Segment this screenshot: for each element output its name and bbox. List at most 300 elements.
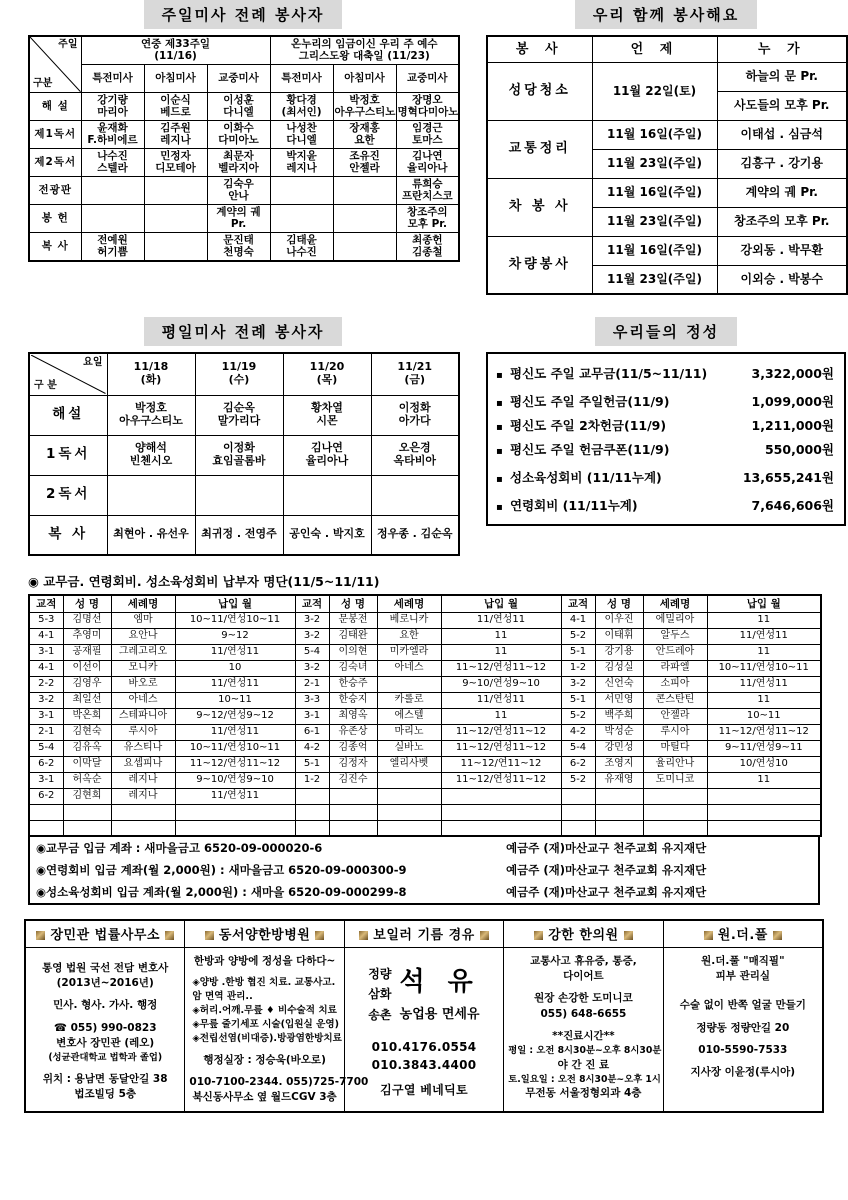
payers-cell [295, 820, 329, 836]
payers-cell: 5-1 [561, 692, 595, 708]
advertisement-title [185, 921, 343, 948]
payers-column-header: 교적 [29, 595, 63, 612]
spacer [30, 991, 180, 998]
server-name: 박지윤 [286, 149, 317, 162]
weekday-day-header [371, 353, 459, 395]
table-row [29, 628, 821, 644]
payers-cell: 마틸다 [643, 740, 707, 756]
advertisement-line: 다이어트 [563, 970, 604, 983]
server-name: 최현아 . 유선우 [113, 527, 189, 541]
donations-banner: 우리들의 정성 [595, 317, 737, 346]
weekday-dow: (화) [140, 373, 162, 387]
decorative-square-icon [205, 931, 214, 940]
server-name: 이화수 [223, 121, 254, 134]
payers-cell [643, 788, 707, 804]
advertisement-title-text: 장민관 법률사무소 [50, 928, 160, 943]
payers-cell: 백주희 [595, 708, 643, 724]
donation-label: 연령회비 (11/11누계) [510, 498, 638, 513]
advertisement-card [26, 921, 185, 1111]
advertisement-line: 원.더.풀 "매직필" [701, 955, 785, 967]
weekday-cell [371, 435, 459, 475]
payers-cell: 9~12 [175, 628, 295, 644]
square-bullet-icon: ▪ [496, 502, 503, 513]
payers-cell: 11 [707, 644, 821, 660]
sunday-mass-cell [207, 232, 270, 260]
payers-cell: 4-1 [29, 628, 63, 644]
donation-amount: 1,211,000원 [751, 418, 834, 433]
server-baptismal-name: 모후 Pr. [407, 218, 447, 231]
payers-cell: 9~12/연성9~12 [175, 708, 295, 724]
payers-cell [441, 804, 561, 820]
account-owner: 예금주 (재)마산교구 천주교회 유지재단 [506, 841, 707, 855]
account-detail: ◉연령회비 입금 계좌(월 2,000원) : 새마을금고 6520-09-000300-9 [36, 863, 407, 877]
payers-cell: 에밀리아 [643, 612, 707, 628]
sunday-row-label: 복 사 [29, 232, 81, 260]
advertisement-line: 북신동사무소 옆 월드CGV 3층 [192, 1091, 337, 1104]
sunday-row-label: 제2독서 [29, 148, 81, 176]
service-row [487, 120, 847, 149]
account-info-list [28, 837, 820, 905]
decorative-square-icon [773, 931, 782, 940]
account-owner: 예금주 (재)마산교구 천주교회 유지재단 [506, 885, 707, 899]
weekday-day-header [195, 353, 283, 395]
payers-cell: 11~12/연성11~12 [175, 756, 295, 772]
payers-cell: 실바노 [377, 740, 441, 756]
sunday-mass-banner-wrap [28, 0, 458, 29]
sunday-mass-cell [144, 148, 207, 176]
payers-cell: 9~10/연성9~10 [175, 772, 295, 788]
payers-cell: 모니카 [111, 660, 175, 676]
payers-cell: 김유옥 [63, 740, 111, 756]
spacer [668, 1058, 818, 1065]
weekday-day-header [107, 353, 195, 395]
weekday-mass-banner: 평일미사 전례 봉사자 [144, 317, 343, 346]
spacer [508, 1022, 658, 1029]
advertisement-line: ☎ 055) 990-0823 [53, 1021, 157, 1034]
advertisement-body [26, 948, 184, 1111]
sunday-mass-cell [333, 148, 396, 176]
payers-cell: 11 [441, 708, 561, 724]
payers-cell: 11/연성11 [441, 612, 561, 628]
payers-cell [441, 820, 561, 836]
advertisement-line: 통영 법원 국선 전담 변호사 [42, 962, 169, 974]
advertisement-line: 위치 : 용남면 동달안길 38 [42, 1072, 168, 1085]
sunday-mass-cell [207, 92, 270, 120]
sunday-mass-cell [270, 204, 333, 232]
sunday-mass-cell [81, 204, 144, 232]
server-baptismal-name: 아우구스티노 [119, 414, 183, 427]
sunday-mass-type-header: 특전미사 [270, 64, 333, 92]
server-name: 김순옥 [223, 401, 255, 415]
payers-cell: 소피아 [643, 676, 707, 692]
payers-cell: 5-2 [561, 708, 595, 724]
server-baptismal-name: 스텔라 [97, 162, 128, 175]
payers-cell: 베로니카 [377, 612, 441, 628]
payers-cell: 10~11/연성10~11 [707, 660, 821, 676]
payers-cell: 한승주 [329, 676, 377, 692]
weekday-dow: (금) [404, 373, 426, 387]
week-date: (11/16) [154, 50, 197, 63]
payers-cell: 10/연성10 [707, 756, 821, 772]
payers-cell [29, 820, 63, 836]
service-who-cell: 계약의 궤 Pr. [717, 178, 847, 207]
weekday-row-label: 2독서 [29, 475, 107, 515]
payers-column-header: 성 명 [63, 595, 111, 612]
corner-top-label: 요일 [83, 357, 103, 368]
advertisement-line: ◈허리.어깨.무릎 ♦ 비수술적 치료 [192, 1005, 337, 1017]
sunday-mass-cell [207, 148, 270, 176]
payers-cell: 율리안나 [643, 756, 707, 772]
server-name: 창조주의 [407, 205, 448, 218]
payers-cell: 11~12/연성11~12 [707, 724, 821, 740]
server-baptismal-name: 토마스 [412, 134, 443, 147]
advertisement-line: 토.일요일 : 오전 8시30분~오후 1시 [508, 1073, 661, 1085]
server-name: 김태윤 [286, 233, 317, 246]
square-bullet-icon: ▪ [496, 370, 503, 381]
payers-cell [29, 804, 63, 820]
server-name: 오은경 [398, 441, 431, 455]
advertisement-line: (성균관대학교 법학과 졸업) [48, 1052, 163, 1064]
payers-column-header: 교적 [295, 595, 329, 612]
payers-cell [561, 788, 595, 804]
payers-cell: 카롤로 [377, 692, 441, 708]
spacer [349, 1074, 499, 1082]
sunday-mass-cell [207, 120, 270, 148]
square-bullet-icon: ▪ [496, 422, 503, 433]
advertisement-line: 수술 없이 반쪽 얼굴 만들기 [679, 999, 806, 1012]
together-service-banner-wrap [486, 0, 846, 29]
service-header-row [487, 36, 847, 62]
payers-cell: 2-1 [29, 724, 63, 740]
spacer [189, 1068, 339, 1075]
weekday-row [29, 435, 459, 475]
payers-cell: 6-1 [295, 724, 329, 740]
weekday-cell [107, 395, 195, 435]
spacer [30, 954, 180, 961]
weekday-dow: (목) [316, 373, 338, 387]
sunday-mass-block [28, 0, 458, 262]
donation-amount: 13,655,241원 [742, 470, 834, 485]
service-who-cell: 하늘의 문 Pr. [717, 62, 847, 91]
advertisement-title [26, 921, 184, 948]
account-line [30, 859, 818, 881]
advertisement-line: 교통사고 휴유증, 통증, [530, 955, 637, 967]
payers-cell: 11/연성11 [175, 676, 295, 692]
server-name: 나수진 [97, 149, 128, 162]
service-who-cell: 사도들의 모후 Pr. [717, 91, 847, 120]
service-when-cell: 11월 23일(주일) [592, 207, 717, 236]
advertisement-body [504, 948, 662, 1111]
server-baptismal-name: 레지나 [286, 162, 317, 175]
server-baptismal-name: 효임골롬바 [212, 454, 266, 467]
weekday-date: 11/21 [397, 360, 433, 374]
payers-cell: 그레고리오 [111, 644, 175, 660]
sunday-mass-type-header: 아침미사 [144, 64, 207, 92]
weekday-row-label: 해설 [29, 395, 107, 435]
advertisement-line: 행정실장 : 정승욱(바오로) [203, 1053, 326, 1066]
payers-cell: 4-1 [29, 660, 63, 676]
payers-cell: 아네스 [377, 660, 441, 676]
spacer [349, 1025, 499, 1039]
advertisement-card [345, 921, 504, 1111]
advertisement-title [345, 921, 503, 948]
sunday-mass-cell [270, 148, 333, 176]
weekday-mass-table [28, 352, 460, 556]
decorative-square-icon [315, 931, 324, 940]
payers-cell: 3-2 [295, 628, 329, 644]
service-column-header: 언 제 [592, 36, 717, 62]
decorative-square-icon [624, 931, 633, 940]
payers-cell: 콘스탄틴 [643, 692, 707, 708]
payers-cell: 5-1 [295, 756, 329, 772]
weekday-header-row [29, 353, 459, 395]
payers-cell: 안드레아 [643, 644, 707, 660]
decorative-square-icon [480, 931, 489, 940]
server-baptismal-name: 율리아나 [305, 454, 349, 467]
server-name: 이순식 [160, 93, 191, 106]
server-name: 임경근 [412, 121, 443, 134]
payers-header-row [29, 595, 821, 612]
payers-cell: 11 [707, 772, 821, 788]
payers-cell: 11 [707, 692, 821, 708]
payers-cell [707, 788, 821, 804]
table-corner-header [29, 353, 107, 395]
service-when-cell: 11월 16일(주일) [592, 236, 717, 265]
spacer [508, 984, 658, 991]
payers-cell: 김태완 [329, 628, 377, 644]
payers-cell: 6-2 [29, 756, 63, 772]
payers-cell [595, 820, 643, 836]
table-row [29, 772, 821, 788]
donation-row [496, 361, 838, 385]
server-name: 최귀정 . 전영주 [201, 527, 277, 541]
donation-row [496, 437, 838, 461]
corner-bottom-label: 구분 [33, 77, 53, 89]
payers-cell [643, 804, 707, 820]
advertisement-line: (2013년~2016년) [56, 977, 154, 990]
payers-cell: 추영미 [63, 628, 111, 644]
payers-cell: 이막달 [63, 756, 111, 772]
payers-cell: 박성순 [595, 724, 643, 740]
square-bullet-icon: ▪ [496, 474, 503, 485]
weekday-cell [371, 395, 459, 435]
table-row [29, 708, 821, 724]
weekday-cell [107, 435, 195, 475]
decorative-square-icon [36, 931, 45, 940]
payers-cell: 4-2 [561, 724, 595, 740]
together-service-block [486, 0, 846, 295]
payers-cell [595, 804, 643, 820]
sunday-mass-banner: 주일미사 전례 봉사자 [144, 0, 343, 29]
payers-cell: 11/연성11 [175, 788, 295, 804]
advertisement-title [504, 921, 662, 948]
table-row [29, 692, 821, 708]
donation-label: 평신도 주일 2차헌금(11/9) [510, 418, 667, 433]
spacer [668, 984, 818, 991]
decorative-square-icon [704, 931, 713, 940]
weekday-mass-banner-wrap [28, 317, 458, 346]
weekday-row-label: 1독서 [29, 435, 107, 475]
payers-cell: 이우진 [595, 612, 643, 628]
payers-cell: 김현숙 [63, 724, 111, 740]
sunday-header-row-1 [29, 36, 459, 64]
service-who-cell: 강외동 . 박무환 [717, 236, 847, 265]
payers-section [28, 572, 820, 905]
server-name: 장재홍 [349, 121, 380, 134]
payers-cell: 11/연성11 [441, 692, 561, 708]
donation-label: 평신도 주일 주일헌금(11/9) [510, 394, 670, 409]
advertisement-line: 정량동 정량안길 20 [696, 1021, 790, 1034]
advertisement-line: ◈양방 .한방 협진 치료. 교통사고. [192, 977, 336, 989]
server-baptismal-name: Pr. [230, 218, 247, 231]
donation-amount: 550,000원 [764, 442, 834, 457]
sunday-mass-cell [144, 232, 207, 260]
square-bullet-icon: ▪ [496, 398, 503, 409]
advertisement-card [664, 921, 822, 1111]
week-title: 온누리의 임금이신 우리 주 예수 [291, 38, 438, 50]
payers-cell: 이태휘 [595, 628, 643, 644]
server-name: 계약의 궤 [216, 205, 261, 218]
sunday-row-label: 전광판 [29, 176, 81, 204]
mid-section [0, 317, 848, 556]
payers-cell [175, 804, 295, 820]
advertisement-body [664, 948, 822, 1111]
sunday-week-group-header [81, 36, 270, 64]
payers-cell: 김명선 [63, 612, 111, 628]
service-when-cell: 11월 16일(주일) [592, 178, 717, 207]
payers-column-header: 세례명 [111, 595, 175, 612]
sunday-mass-row [29, 148, 459, 176]
weekday-date: 11/18 [133, 360, 169, 374]
weekday-row [29, 515, 459, 555]
server-name: 김숙우 [223, 177, 254, 190]
server-baptismal-name: 율리아나 [407, 162, 448, 175]
payers-cell: 5-4 [561, 740, 595, 756]
payers-cell: 루시아 [111, 724, 175, 740]
payers-cell: 5-1 [561, 644, 595, 660]
sunday-mass-cell [396, 232, 459, 260]
payers-cell: 11~12/연성11~12 [441, 724, 561, 740]
advertisement-body [185, 948, 369, 1111]
donation-amount: 7,646,606원 [751, 498, 834, 513]
server-baptismal-name: 아가다 [398, 414, 431, 427]
sunday-mass-type-header: 교중미사 [396, 64, 459, 92]
server-baptismal-name: 나수진 [286, 246, 317, 259]
payers-cell: 스테파니아 [111, 708, 175, 724]
server-baptismal-name: 허기쁨 [97, 246, 128, 259]
decorative-square-icon [165, 931, 174, 940]
weekday-cell [195, 515, 283, 555]
oil-brand-item: 삼화 [368, 987, 392, 1002]
week-date: 그리스도왕 대축일 (11/23) [298, 50, 430, 63]
donation-label: 평신도 주일 교무금(11/5~11/11) [510, 366, 708, 381]
advertisement-title-text: 강한 한의원 [548, 928, 619, 943]
payers-cell: 9~11/연성9~11 [707, 740, 821, 756]
weekday-date: 11/19 [221, 360, 257, 374]
sunday-mass-cell [81, 148, 144, 176]
payers-cell: 1-2 [561, 660, 595, 676]
service-row [487, 236, 847, 265]
spacer [30, 1014, 180, 1021]
payers-cell: 3-1 [295, 708, 329, 724]
payers-table [28, 594, 822, 837]
server-name: 조유진 [349, 149, 380, 162]
advertisement-line: 암 면역 관리.. [192, 991, 253, 1003]
advertisement-line: 055) 648-6655 [540, 1007, 627, 1020]
weekday-row-label: 복 사 [29, 515, 107, 555]
payers-cell [707, 820, 821, 836]
advertisement-title-text: 보일러 기름 경유 [373, 928, 475, 943]
account-owner: 예금주 (재)마산교구 천주교회 유지재단 [506, 863, 707, 877]
payers-cell [63, 820, 111, 836]
sunday-mass-cell [144, 92, 207, 120]
server-baptismal-name: F.하비에르 [87, 134, 138, 147]
service-when-cell: 11월 16일(주일) [592, 120, 717, 149]
advertisement-title-text: 원.더.풀 [717, 928, 768, 943]
payers-column-header: 성 명 [329, 595, 377, 612]
payers-cell: 3-2 [295, 660, 329, 676]
server-baptismal-name: 옥타비아 [393, 454, 436, 467]
payers-cell: 서민영 [595, 692, 643, 708]
weekday-mass-block [28, 317, 458, 556]
sunday-row-label: 제1독서 [29, 120, 81, 148]
server-baptismal-name: 김종철 [412, 246, 443, 259]
donation-row [496, 461, 838, 489]
server-name: 이성훈 [223, 93, 254, 106]
payers-cell [377, 772, 441, 788]
service-name-cell: 차량봉사 [487, 236, 592, 294]
weekday-cell [195, 435, 283, 475]
payers-cell: 1-2 [295, 772, 329, 788]
server-baptismal-name: 다니엘 [223, 106, 254, 119]
advertisement-line: **진료시간** [552, 1029, 615, 1042]
advertisement-strip [24, 919, 824, 1113]
payers-cell: 조영지 [595, 756, 643, 772]
service-row [487, 178, 847, 207]
spacer [668, 1014, 818, 1021]
oil-phone-number: 010.3843.4400 [371, 1057, 477, 1072]
donation-amount: 1,099,000원 [751, 394, 834, 409]
payers-cell: 5-3 [29, 612, 63, 628]
donations-block [486, 317, 846, 526]
table-row [29, 660, 821, 676]
oil-ad-layout [349, 964, 499, 1025]
service-who-cell: 창조주의 모후 Pr. [717, 207, 847, 236]
server-name: 김주원 [160, 121, 191, 134]
payers-cell: 김영우 [63, 676, 111, 692]
payers-cell [329, 804, 377, 820]
sunday-mass-cell [81, 120, 144, 148]
advertisement-title-emphasis: 양한방 [245, 928, 285, 943]
payers-cell: 6-2 [29, 788, 63, 804]
donation-amount: 3,322,000원 [751, 366, 834, 381]
payers-cell [561, 820, 595, 836]
weekday-cell [283, 395, 371, 435]
service-name-cell: 차 봉 사 [487, 178, 592, 236]
server-name: 최종헌 [412, 233, 443, 246]
sunday-mass-type-header: 교중미사 [207, 64, 270, 92]
payers-cell: 안젤라 [643, 708, 707, 724]
server-name: 강기량 [97, 93, 128, 106]
sunday-mass-row [29, 232, 459, 260]
sunday-mass-cell [333, 176, 396, 204]
spacer [189, 969, 339, 976]
payers-cell: 5-2 [561, 772, 595, 788]
sunday-mass-cell [144, 176, 207, 204]
server-baptismal-name: (최서인) [281, 106, 322, 119]
sunday-mass-table [28, 35, 460, 262]
server-baptismal-name: 다미아노 [218, 134, 259, 147]
